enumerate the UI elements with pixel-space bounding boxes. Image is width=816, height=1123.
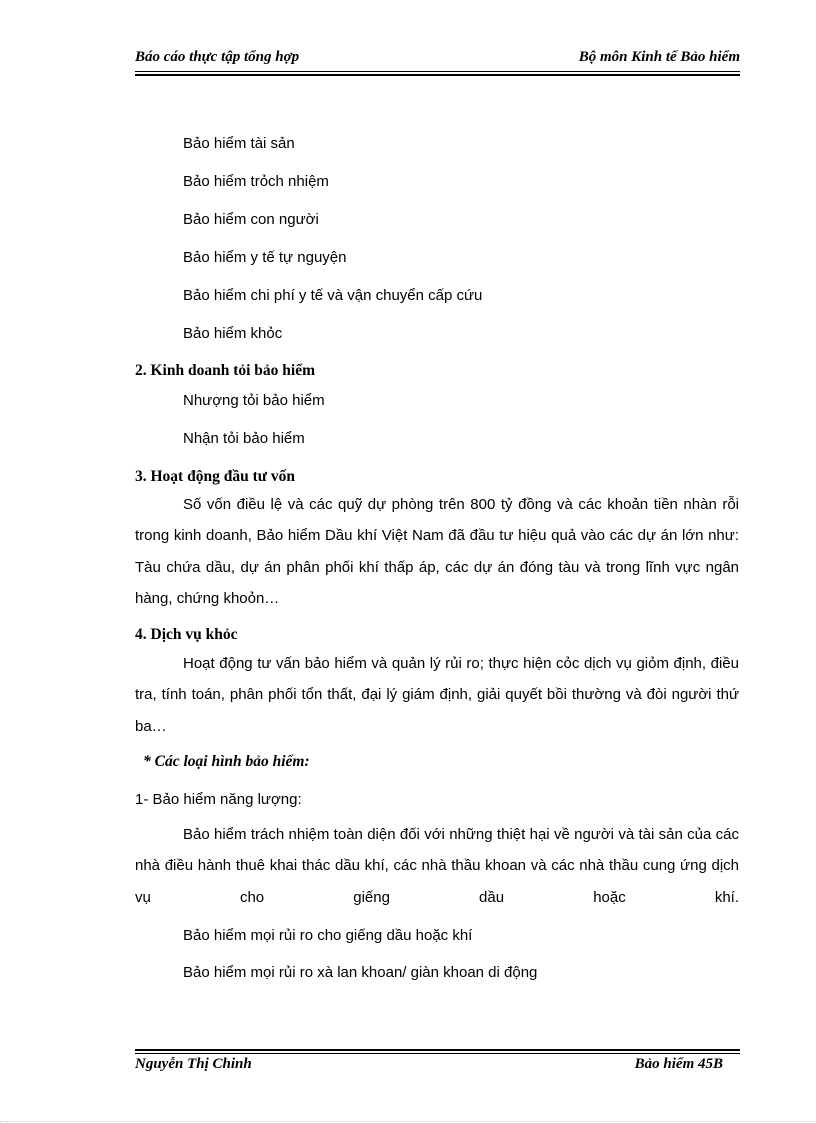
footer-rule xyxy=(135,1053,740,1054)
paragraph: Bảo hiểm trách nhiệm toàn diện đối với những thiệt hại về người và tài sản của các nhà điều hành thuê khai thác dầu khí, các nhà thầu khoan và các nhà thầu cung ứng dịch vụ cho giếng dầu hoặc khí. xyxy=(135,826,739,906)
section-heading: 4. Dịch vụ khỏc xyxy=(135,626,238,643)
list-item: Nhượng tỏi bảo hiểm xyxy=(183,392,325,409)
page-bottom-edge xyxy=(0,1121,816,1122)
header-rule xyxy=(135,71,740,72)
list-item: Bảo hiểm mọi rủi ro cho giếng dầu hoặc khí xyxy=(183,927,473,944)
footer-author: Nguyễn Thị Chinh xyxy=(135,1056,252,1072)
footer-rule-thick xyxy=(135,1049,740,1051)
header-right-title: Bộ môn Kinh tế Bảo hiểm xyxy=(578,49,740,65)
list-item: Bảo hiểm khỏc xyxy=(183,325,283,342)
list-item: Bảo hiểm y tế tự nguyện xyxy=(183,249,347,266)
list-item: Bảo hiểm mọi rủi ro xà lan khoan/ giàn khoan di động xyxy=(183,964,538,981)
page-header xyxy=(135,49,740,71)
header-left-title: Báo cáo thực tập tổng hợp xyxy=(135,49,300,65)
section-heading: 3. Hoạt động đầu tư vốn xyxy=(135,468,296,485)
page-footer xyxy=(135,1056,740,1078)
item-title: 1- Bảo hiểm năng lượng: xyxy=(135,791,302,808)
section-heading: 2. Kinh doanh tỏi bảo hiểm xyxy=(135,362,316,379)
header-rule-thick xyxy=(135,74,740,76)
list-item: Nhận tỏi bảo hiểm xyxy=(183,430,305,447)
list-item: Bảo hiểm trỏch nhiệm xyxy=(183,173,329,190)
footer-class: Bảo hiểm 45B xyxy=(634,1056,723,1072)
list-item: Bảo hiểm con người xyxy=(183,211,319,228)
paragraph: Hoạt động tư vấn bảo hiểm và quản lý rủi ro; thực hiện cỏc dịch vụ giỏm định, điều tra, tính toán, phân phối tổn thất, đại lý giám định, giải quyết bồi thường và đòi người thứ ba… xyxy=(135,655,739,735)
paragraph: Số vốn điều lệ và các quỹ dự phòng trên 800 tỷ đồng và các khoản tiền nhàn rỗi trong kinh doanh, Bảo hiểm Dầu khí Việt Nam đã đầu tư hiệu quả vào các dự án lớn như: Tàu chứa dầu, dự án phân phối khí thấp áp, các dự án đóng tàu và trong lĩnh vực ngân hàng, chứng khoỏn… xyxy=(135,496,739,608)
list-item: Bảo hiểm tài sản xyxy=(183,135,295,152)
list-item: Bảo hiểm chi phí y tế và vận chuyển cấp cứu xyxy=(183,287,483,304)
subsection-heading: * Các loại hình bảo hiểm: xyxy=(143,753,310,770)
